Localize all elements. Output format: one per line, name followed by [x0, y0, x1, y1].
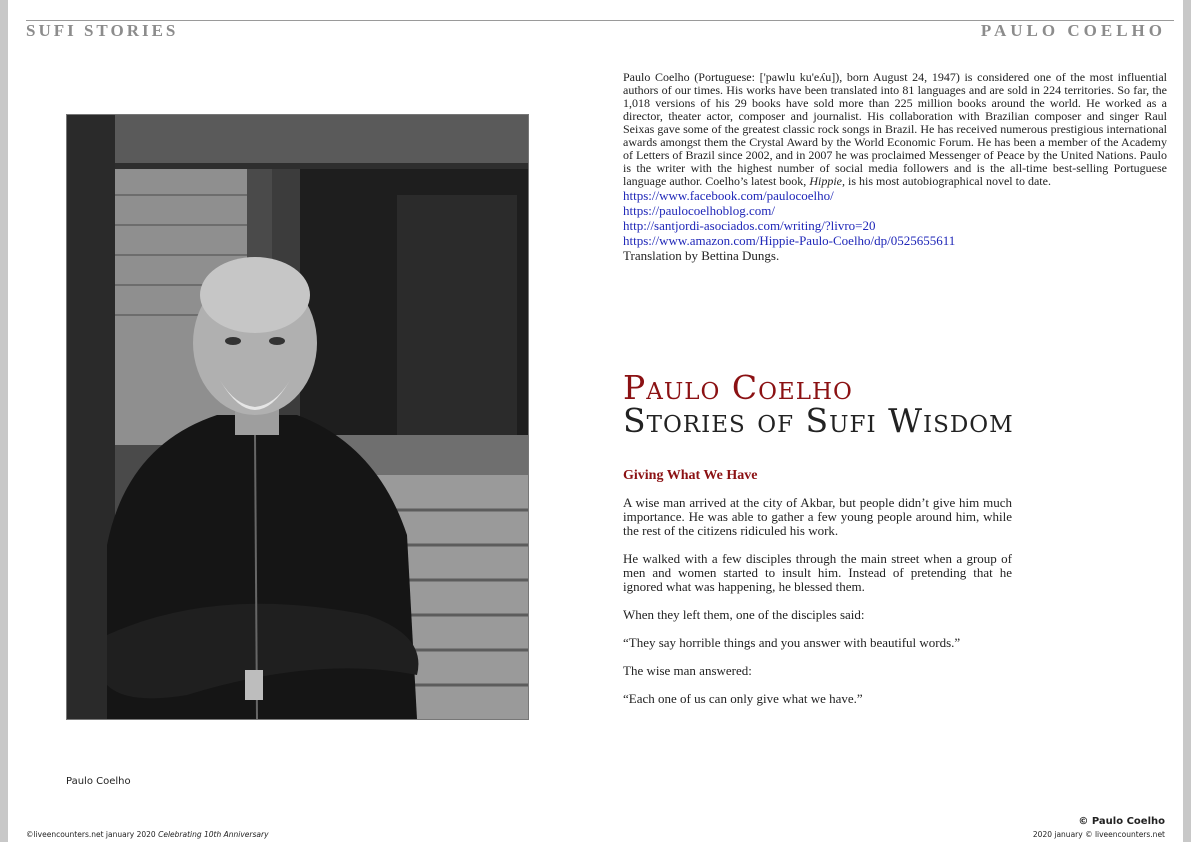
story-paragraph: A wise man arrived at the city of Akbar, but people didn’t give him much importance. He was able to gather a few young people around him, while the rest of the citizens ridiculed his work. — [623, 495, 1012, 538]
blog-link[interactable]: https://paulocoelhoblog.com/ — [623, 203, 776, 218]
author-photo-illustration — [67, 115, 528, 719]
story-paragraph: “They say horrible things and you answer with beautiful words.” — [623, 635, 961, 650]
story — [623, 469, 1012, 720]
story-paragraph: “Each one of us can only give what we have.” — [623, 691, 863, 706]
author-bio — [623, 71, 1167, 263]
agency-link[interactable]: http://santjordi-asociados.com/writing/?livro=20 — [623, 218, 876, 233]
amazon-link[interactable]: https://www.amazon.com/Hippie-Paulo-Coelho/dp/0525655611 — [623, 233, 956, 248]
author-header: PAULO COELHO — [980, 21, 1166, 40]
article-title — [623, 368, 1014, 440]
story-paragraph: The wise man answered: — [623, 663, 752, 678]
bio-book-title: Hippie, — [809, 174, 845, 188]
bio-text-end: is his most autobiographical novel to date. — [844, 174, 1051, 188]
footer-left-text: ©liveencounters.net january 2020 — [26, 830, 159, 839]
magazine-page — [8, 0, 1183, 842]
story-heading: Giving What We Have — [623, 468, 758, 483]
facebook-link[interactable]: https://www.facebook.com/paulocoelho/ — [623, 188, 834, 203]
footer-right: 2020 january © liveencounters.net — [1032, 830, 1165, 839]
copyright-notice: © Paulo Coelho — [1078, 816, 1165, 827]
photo-caption: Paulo Coelho — [66, 776, 131, 787]
title-subtitle: Stories of Sufi Wisdom — [623, 401, 1014, 440]
translation-credit: Translation by Bettina Dungs. — [623, 248, 780, 263]
bio-text: Paulo Coelho (Portuguese: ['pawlu ku'eʎu]), born August 24, 1947) is considered one of the most influential authors of our times. His works have been translated into 81 languages and are sold in 224 territories. So far, the 1,018 versions of his 29 books have sold more than 225 million books around the world. He worked as a director, theater actor, composer and journalist. His collaboration with Brazilian composer and singer Raul Seixas gave some of the greatest classic rock songs in Brazil. He has received numerous prestigious international awards amongst them the Crystal Award by the World Economic Forum. He has been a member of the Academy of Letters of Brazil since 2002, and in 2007 he was proclaimed Messenger of Peace by the United Nations. Paulo is the writer with the highest number of social media followers and is the all-time best-selling Portuguese language author. Coelho’s latest book, — [623, 70, 1167, 188]
bio-paragraph — [623, 71, 1167, 188]
author-photo — [66, 114, 529, 720]
story-paragraph: He walked with a few disciples through the main street when a group of men and women started to insult him. Instead of pretending that he ignored what was happening, he blessed them. — [623, 551, 1012, 594]
footer-anniversary: Celebrating 10th Anniversary — [158, 830, 269, 839]
story-paragraph: When they left them, one of the disciples said: — [623, 607, 865, 622]
title-author: Paulo Coelho — [623, 368, 853, 407]
footer-left — [26, 830, 269, 839]
section-header: SUFI STORIES — [26, 21, 179, 40]
